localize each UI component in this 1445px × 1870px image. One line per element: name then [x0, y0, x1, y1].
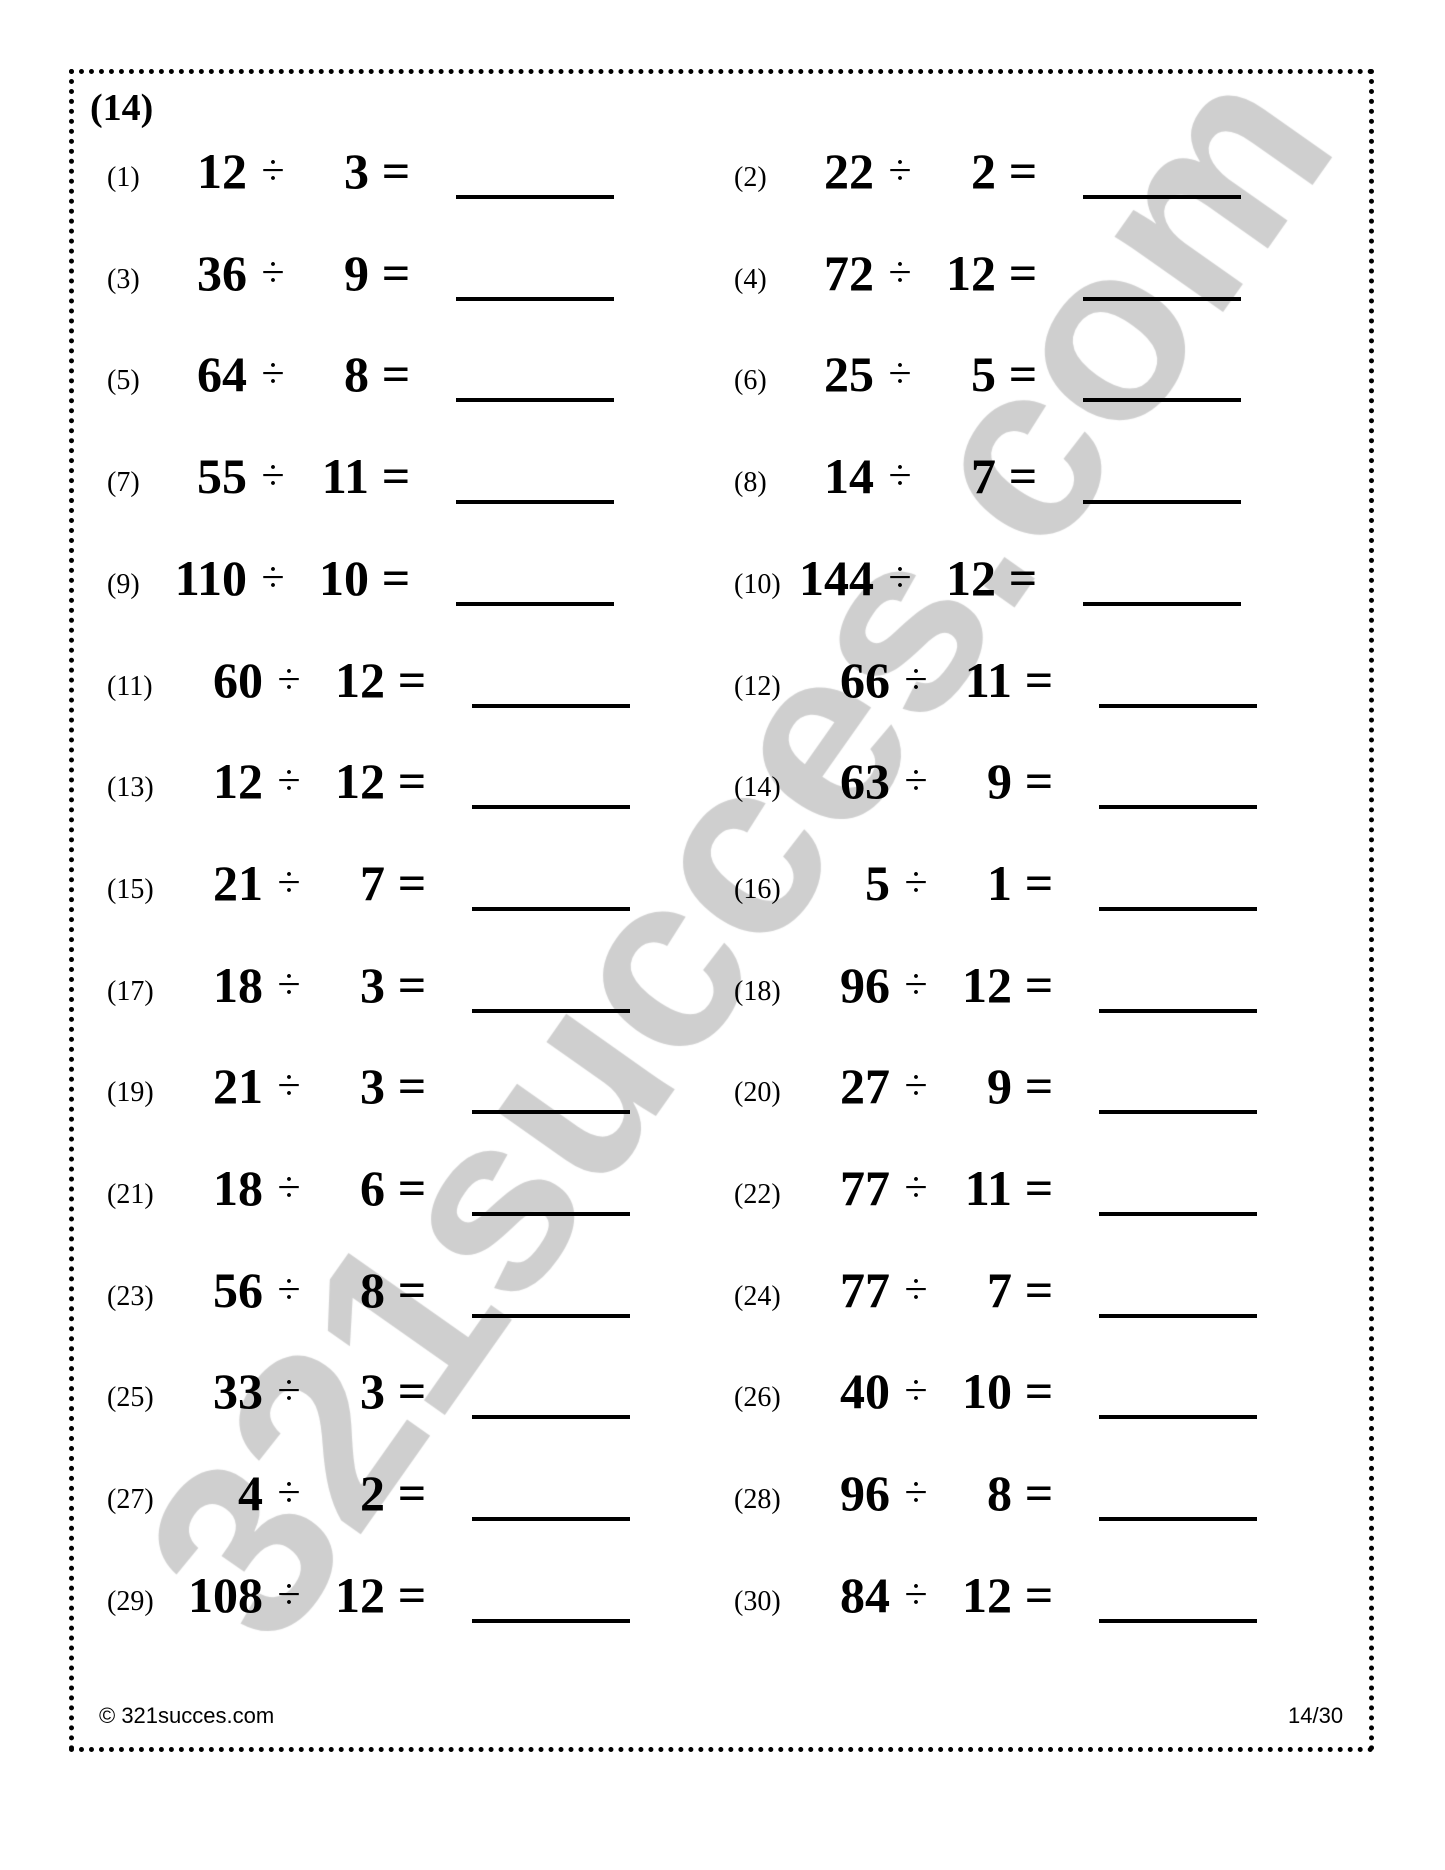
- problem-row: [107, 1465, 667, 1525]
- problem-number: (7): [107, 467, 140, 499]
- equals-sign: =: [397, 1058, 427, 1115]
- answer-blank[interactable]: [1099, 1619, 1257, 1623]
- dividend: 108: [188, 1566, 263, 1623]
- problem-row: [107, 346, 667, 406]
- problem-row: [107, 143, 667, 203]
- problem-number: (3): [107, 263, 140, 295]
- problem-number: (12): [734, 670, 781, 702]
- answer-blank[interactable]: [1099, 1314, 1257, 1318]
- dividend: 63: [840, 753, 890, 810]
- equals-sign: =: [1024, 1363, 1054, 1420]
- problem-number: (28): [734, 1484, 781, 1516]
- answer-blank[interactable]: [1099, 1212, 1257, 1216]
- equals-sign: =: [1024, 1465, 1054, 1522]
- dividend: 5: [865, 854, 890, 911]
- answer-blank[interactable]: [1099, 1415, 1257, 1419]
- answer-blank[interactable]: [456, 500, 614, 504]
- dividend: 14: [824, 448, 874, 505]
- divisor: 3: [360, 1363, 385, 1420]
- dividend: 64: [197, 346, 247, 403]
- dividend: 27: [840, 1058, 890, 1115]
- problem-row: [107, 1262, 667, 1322]
- problem-row: [734, 753, 1294, 813]
- dividend: 60: [213, 651, 263, 708]
- divide-sign: ÷: [277, 1063, 301, 1110]
- problem-number: (8): [734, 467, 767, 499]
- problem-number: (23): [107, 1280, 154, 1312]
- divisor: 12: [335, 1566, 385, 1623]
- equals-sign: =: [397, 651, 427, 708]
- divisor: 9: [344, 244, 369, 301]
- divide-sign: ÷: [277, 1266, 301, 1313]
- equals-sign: =: [381, 346, 411, 403]
- divide-sign: ÷: [277, 859, 301, 906]
- problem-number: (13): [107, 772, 154, 804]
- equals-sign: =: [381, 448, 411, 505]
- problem-number: (10): [734, 568, 781, 600]
- problem-row: [107, 1567, 667, 1627]
- problem-row: [107, 855, 667, 915]
- dividend: 12: [213, 753, 263, 810]
- answer-blank[interactable]: [1083, 195, 1241, 199]
- problem-row: [107, 1058, 667, 1118]
- problem-row: [734, 652, 1294, 712]
- equals-sign: =: [397, 1160, 427, 1216]
- equals-sign: =: [397, 1363, 427, 1420]
- dividend: 4: [238, 1465, 263, 1522]
- divisor: 7: [360, 854, 385, 911]
- equals-sign: =: [1008, 448, 1038, 505]
- problem-number: (19): [107, 1077, 154, 1109]
- equals-sign: =: [397, 753, 427, 810]
- dividend: 40: [840, 1363, 890, 1420]
- divide-sign: ÷: [904, 1266, 928, 1313]
- problem-row: [734, 143, 1294, 203]
- dividend: 96: [840, 1465, 890, 1522]
- problem-number: (29): [107, 1585, 154, 1617]
- problem-row: [107, 1363, 667, 1423]
- equals-sign: =: [397, 1465, 427, 1522]
- divide-sign: ÷: [888, 351, 912, 398]
- divisor: 11: [964, 1160, 1012, 1216]
- divisor: 8: [344, 346, 369, 403]
- problem-row: [107, 753, 667, 813]
- problem-number: (5): [107, 365, 140, 397]
- answer-blank[interactable]: [1099, 805, 1257, 809]
- answer-blank[interactable]: [1083, 602, 1241, 606]
- problem-row: [107, 1160, 667, 1220]
- answer-blank[interactable]: [1083, 398, 1241, 402]
- answer-blank[interactable]: [1083, 297, 1241, 301]
- problem-row: [107, 245, 667, 305]
- equals-sign: =: [397, 1261, 427, 1318]
- divide-sign: ÷: [904, 859, 928, 906]
- equals-sign: =: [397, 956, 427, 1013]
- divide-sign: ÷: [261, 554, 285, 601]
- problem-row: [734, 245, 1294, 305]
- divisor: 3: [360, 1058, 385, 1115]
- divide-sign: ÷: [904, 1165, 928, 1211]
- equals-sign: =: [381, 549, 411, 606]
- equals-sign: =: [1008, 244, 1038, 301]
- divisor: 12: [335, 753, 385, 810]
- answer-blank[interactable]: [456, 602, 614, 606]
- problem-row: [734, 1567, 1294, 1627]
- divisor: 11: [964, 651, 1012, 708]
- answer-blank[interactable]: [472, 704, 630, 708]
- divide-sign: ÷: [888, 453, 912, 500]
- dividend: 21: [213, 1058, 263, 1115]
- divide-sign: ÷: [277, 1470, 301, 1517]
- problem-number: (18): [734, 975, 781, 1007]
- problem-number: (9): [107, 568, 140, 600]
- divide-sign: ÷: [888, 249, 912, 296]
- problem-row: [734, 1160, 1294, 1220]
- problem-row: [734, 957, 1294, 1017]
- answer-blank[interactable]: [472, 1212, 630, 1216]
- equals-sign: =: [1024, 956, 1054, 1013]
- divide-sign: ÷: [904, 961, 928, 1008]
- problem-row: [734, 346, 1294, 406]
- dividend: 36: [197, 244, 247, 301]
- dividend: 18: [213, 1160, 263, 1216]
- dividend: 77: [840, 1261, 890, 1318]
- dividend: 144: [799, 549, 874, 606]
- divide-sign: ÷: [904, 758, 928, 805]
- divisor: 12: [946, 244, 996, 301]
- dividend: 72: [824, 244, 874, 301]
- divisor: 8: [987, 1465, 1012, 1522]
- divide-sign: ÷: [888, 148, 912, 194]
- divisor: 10: [319, 549, 369, 606]
- problem-number: (14): [734, 772, 781, 804]
- dividend: 96: [840, 956, 890, 1013]
- problem-number: (22): [734, 1179, 781, 1210]
- divisor: 2: [360, 1465, 385, 1522]
- divisor: 10: [962, 1363, 1012, 1420]
- problem-number: (20): [734, 1077, 781, 1109]
- divisor: 5: [971, 346, 996, 403]
- dividend: 22: [824, 143, 874, 199]
- divisor: 7: [987, 1261, 1012, 1318]
- dividend: 55: [197, 448, 247, 505]
- problem-number: (6): [734, 365, 767, 397]
- divisor: 12: [962, 956, 1012, 1013]
- answer-blank[interactable]: [1099, 1009, 1257, 1013]
- dividend: 18: [213, 956, 263, 1013]
- divide-sign: ÷: [277, 758, 301, 805]
- answer-blank[interactable]: [456, 297, 614, 301]
- divide-sign: ÷: [277, 1165, 301, 1211]
- problem-number: (24): [734, 1280, 781, 1312]
- problem-row: [734, 1363, 1294, 1423]
- divisor: 3: [360, 956, 385, 1013]
- problem-row: [107, 957, 667, 1017]
- problem-row: [734, 550, 1294, 610]
- divide-sign: ÷: [904, 1470, 928, 1517]
- equals-sign: =: [381, 143, 411, 199]
- equals-sign: =: [1008, 346, 1038, 403]
- answer-blank[interactable]: [472, 1314, 630, 1318]
- problem-row: [107, 550, 667, 610]
- divisor: 2: [971, 143, 996, 199]
- equals-sign: =: [1024, 1566, 1054, 1623]
- answer-blank[interactable]: [1083, 500, 1241, 504]
- divide-sign: ÷: [261, 249, 285, 296]
- problem-number: (2): [734, 162, 767, 193]
- answer-blank[interactable]: [472, 1110, 630, 1114]
- divide-sign: ÷: [261, 453, 285, 500]
- footer-page-number: 14/30: [1288, 1703, 1344, 1728]
- equals-sign: =: [1024, 854, 1054, 911]
- divide-sign: ÷: [904, 1063, 928, 1110]
- equals-sign: =: [1024, 1261, 1054, 1318]
- dividend: 56: [213, 1261, 263, 1318]
- problem-number: (4): [734, 263, 767, 295]
- divide-sign: ÷: [261, 148, 285, 194]
- divide-sign: ÷: [904, 656, 928, 703]
- dividend: 25: [824, 346, 874, 403]
- problem-row: [734, 1058, 1294, 1118]
- answer-blank[interactable]: [472, 1009, 630, 1013]
- dividend: 33: [213, 1363, 263, 1420]
- dividend: 110: [174, 549, 247, 606]
- answer-blank[interactable]: [472, 1415, 630, 1419]
- divide-sign: ÷: [888, 554, 912, 601]
- answer-blank[interactable]: [1099, 907, 1257, 911]
- answer-blank[interactable]: [1099, 1517, 1257, 1521]
- divisor: 12: [962, 1566, 1012, 1623]
- answer-blank[interactable]: [456, 195, 614, 199]
- problem-row: [734, 1465, 1294, 1525]
- equals-sign: =: [1024, 651, 1054, 708]
- dividend: 77: [840, 1160, 890, 1216]
- equals-sign: =: [1024, 753, 1054, 810]
- problem-number: (15): [107, 873, 154, 905]
- problem-number: (17): [107, 975, 154, 1007]
- equals-sign: =: [397, 1566, 427, 1623]
- problem-number: (30): [734, 1585, 781, 1617]
- dividend: 66: [840, 651, 890, 708]
- divisor: 11: [321, 448, 369, 505]
- divide-sign: ÷: [277, 656, 301, 703]
- equals-sign: =: [397, 854, 427, 911]
- divisor: 1: [987, 854, 1012, 911]
- divisor: 9: [987, 753, 1012, 810]
- dividend: 84: [840, 1566, 890, 1623]
- divide-sign: ÷: [277, 961, 301, 1008]
- equals-sign: =: [1008, 143, 1038, 199]
- problem-number: (21): [107, 1179, 154, 1210]
- problem-row: [734, 448, 1294, 508]
- equals-sign: =: [1024, 1058, 1054, 1115]
- divide-sign: ÷: [904, 1368, 928, 1415]
- problem-number: (27): [107, 1484, 154, 1516]
- divide-sign: ÷: [904, 1571, 928, 1618]
- divide-sign: ÷: [277, 1368, 301, 1415]
- answer-blank[interactable]: [1099, 1110, 1257, 1114]
- problem-number: (26): [734, 1382, 781, 1414]
- equals-sign: =: [1008, 549, 1038, 606]
- problem-row: [107, 448, 667, 508]
- sheet-number: (14): [90, 87, 154, 129]
- equals-sign: =: [381, 244, 411, 301]
- divisor: 8: [360, 1261, 385, 1318]
- answer-blank[interactable]: [472, 805, 630, 809]
- problem-number: (25): [107, 1382, 154, 1414]
- problem-row: [107, 652, 667, 712]
- divide-sign: ÷: [277, 1571, 301, 1618]
- dividend: 12: [197, 143, 247, 199]
- problem-row: [734, 1262, 1294, 1322]
- divisor: 7: [971, 448, 996, 505]
- divisor: 9: [987, 1058, 1012, 1115]
- divisor: 3: [344, 143, 369, 199]
- divisor: 12: [335, 651, 385, 708]
- problem-row: [734, 855, 1294, 915]
- answer-blank[interactable]: [472, 907, 630, 911]
- equals-sign: =: [1024, 1160, 1054, 1216]
- answer-blank[interactable]: [456, 398, 614, 402]
- divide-sign: ÷: [261, 351, 285, 398]
- problem-number: (16): [734, 873, 781, 905]
- divisor: 6: [360, 1160, 385, 1216]
- problem-number: (11): [107, 670, 153, 702]
- problem-number: (1): [107, 162, 140, 193]
- footer-copyright: © 321succes.com: [99, 1703, 275, 1728]
- dividend: 21: [213, 854, 263, 911]
- divisor: 12: [946, 549, 996, 606]
- answer-blank[interactable]: [472, 1619, 630, 1623]
- answer-blank[interactable]: [472, 1517, 630, 1521]
- answer-blank[interactable]: [1099, 704, 1257, 708]
